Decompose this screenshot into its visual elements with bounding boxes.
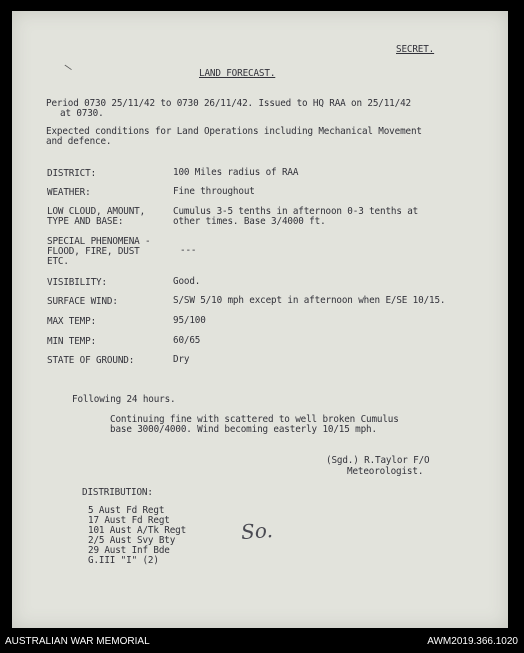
visibility-value: Good.: [173, 276, 201, 287]
special-phenomena-label-2: FLOOD, FIRE, DUST: [47, 246, 140, 257]
following-line-2: base 3000/4000. Wind becoming easterly 10/15 mph.: [110, 424, 377, 435]
low-cloud-value-1: Cumulus 3-5 tenths in afternoon 0-3 tenths at: [173, 206, 419, 217]
fold-mark: \: [63, 62, 74, 74]
expected-line-1: Expected conditions for Land Operations including Mechanical Movement: [46, 126, 422, 137]
state-of-ground-value: Dry: [173, 354, 190, 365]
signatory-title: Meteorologist.: [347, 466, 424, 477]
footer-accession-number: AWM2019.366.1020: [427, 636, 518, 647]
distribution-item: 29 Aust Inf Bde: [88, 545, 170, 556]
period-line-2: at 0730.: [60, 108, 104, 119]
max-temp-label: MAX TEMP:: [47, 316, 97, 327]
distribution-item: 2/5 Aust Svy Bty: [88, 535, 176, 546]
document-title: LAND FORECAST.: [199, 68, 276, 79]
weather-value: Fine throughout: [173, 186, 255, 197]
surface-wind-label: SURFACE WIND:: [47, 296, 118, 307]
special-phenomena-label-3: ETC.: [47, 256, 69, 267]
min-temp-label: MIN TEMP:: [47, 336, 97, 347]
distribution-item: 5 Aust Fd Regt: [88, 505, 165, 516]
weather-label: WEATHER:: [47, 187, 91, 198]
document-page: [12, 11, 508, 628]
min-temp-value: 60/65: [173, 335, 201, 346]
special-phenomena-label-1: SPECIAL PHENOMENA -: [47, 236, 151, 247]
expected-line-2: and defence.: [46, 136, 112, 147]
distribution-item: 101 Aust A/Tk Regt: [88, 525, 187, 536]
district-label: DISTRICT:: [47, 168, 97, 179]
low-cloud-label-1: LOW CLOUD, AMOUNT,: [47, 206, 146, 217]
handwritten-initials: So.: [240, 517, 274, 545]
surface-wind-value: S/SW 5/10 mph except in afternoon when E/SE 10/15.: [173, 295, 446, 306]
visibility-label: VISIBILITY:: [47, 277, 107, 288]
distribution-heading: DISTRIBUTION:: [82, 487, 153, 498]
signature-line: (Sgd.) R.Taylor F/O: [326, 455, 430, 466]
distribution-item: 17 Aust Fd Regt: [88, 515, 170, 526]
following-line-1: Continuing fine with scattered to well broken Cumulus: [110, 414, 399, 425]
classification-label: SECRET.: [396, 44, 435, 55]
max-temp-value: 95/100: [173, 315, 206, 326]
district-value: 100 Miles radius of RAA: [173, 167, 299, 178]
distribution-item: G.III "I" (2): [88, 555, 159, 566]
footer-institution: AUSTRALIAN WAR MEMORIAL: [5, 636, 150, 647]
period-line-1: Period 0730 25/11/42 to 0730 26/11/42. Issued to HQ RAA on 25/11/42: [46, 98, 411, 109]
state-of-ground-label: STATE OF GROUND:: [47, 355, 135, 366]
special-phenomena-value: ---: [180, 245, 197, 256]
following-heading: Following 24 hours.: [72, 394, 176, 405]
low-cloud-label-2: TYPE AND BASE:: [47, 216, 124, 227]
low-cloud-value-2: other times. Base 3/4000 ft.: [173, 216, 326, 227]
archive-footer: [0, 628, 524, 653]
